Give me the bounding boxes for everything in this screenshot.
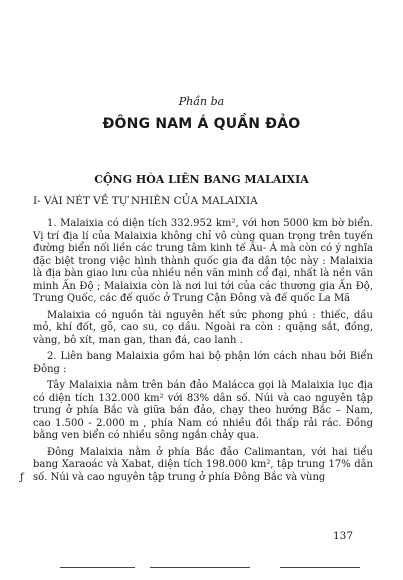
paragraph-east-malaysia: Đông Malaixia nằm ở phía Bắc đảo Calimantan, với hai tiểu bang Xaraoác và Xabat, diện tích 198.000 km², tập trung 17% dân số. Núi và cao nguyên tập trung ở phía Đông Bắc và vùng [33, 446, 373, 483]
paragraph-west-malaysia: Tây Malaixia nằm trên bán đảo Malácca gọi là Malaixia lục địa có diện tích 132.000 km² với 83% dân số. Núi và cao nguyên tập trung ở phía Bắc và giữa bán đảo, chạy theo hướng Bắc – Nam, cao 1.500 - 2.000 m , phía Nam có nhiều đồi thấp rải rác. Đồng bằng ven biển có nhiều sông ngắn chảy qua. [33, 380, 373, 441]
paragraph-area-location: 1. Malaixia có diện tích 332.952 km², với hơn 5000 km bờ biển. Vị trí địa lí của Malaixia không chỉ vô cùng quan trọng trên tuyến đường biển nối liền các trung tâm kinh tế Âu- Á mà còn có ý nghĩa đặc biệt trong việc hình thành quốc gia đa dân tộc này : Malaixia là địa bàn giao lưu của nhiều nền văn minh cổ đại, nhất là nền văn minh Ấn Độ ; Malaixia còn là nơi lui tới của các thương gia Ấn Độ, Trung Quốc, các đế quốc ở Trung Cận Đông và đế quốc La Mã [33, 218, 373, 304]
bottom-rule-right [280, 567, 360, 568]
paragraph-resources: Malaixia có nguồn tài nguyên hết sức phong phú : thiếc, dầu mỏ, khí đốt, gỗ, cao su, cọ dầu. Ngoài ra còn : quặng sắt, đồng, vàng, bô xít, man gan, than đá, cao lanh . [33, 309, 373, 346]
margin-mark: ƒ [20, 472, 24, 483]
part-title: ĐÔNG NAM Á QUẦN ĐẢO [102, 116, 301, 132]
bottom-rule-middle [150, 567, 250, 568]
body-text [33, 218, 373, 488]
paragraph-two-parts: 2. Liên bang Malaixia gồm hai bộ phận lớn cách nhau bởi Biển Đông : [33, 351, 373, 375]
bottom-rule-left [60, 567, 135, 568]
chapter-title: CỘNG HÒA LIÊN BANG MALAIXIA [94, 173, 309, 186]
page-number: 137 [333, 530, 354, 542]
part-label: Phần ba [178, 95, 225, 108]
section-title: I- VÀI NÉT VỀ TỰ NHIÊN CỦA MALAIXIA [33, 195, 258, 207]
